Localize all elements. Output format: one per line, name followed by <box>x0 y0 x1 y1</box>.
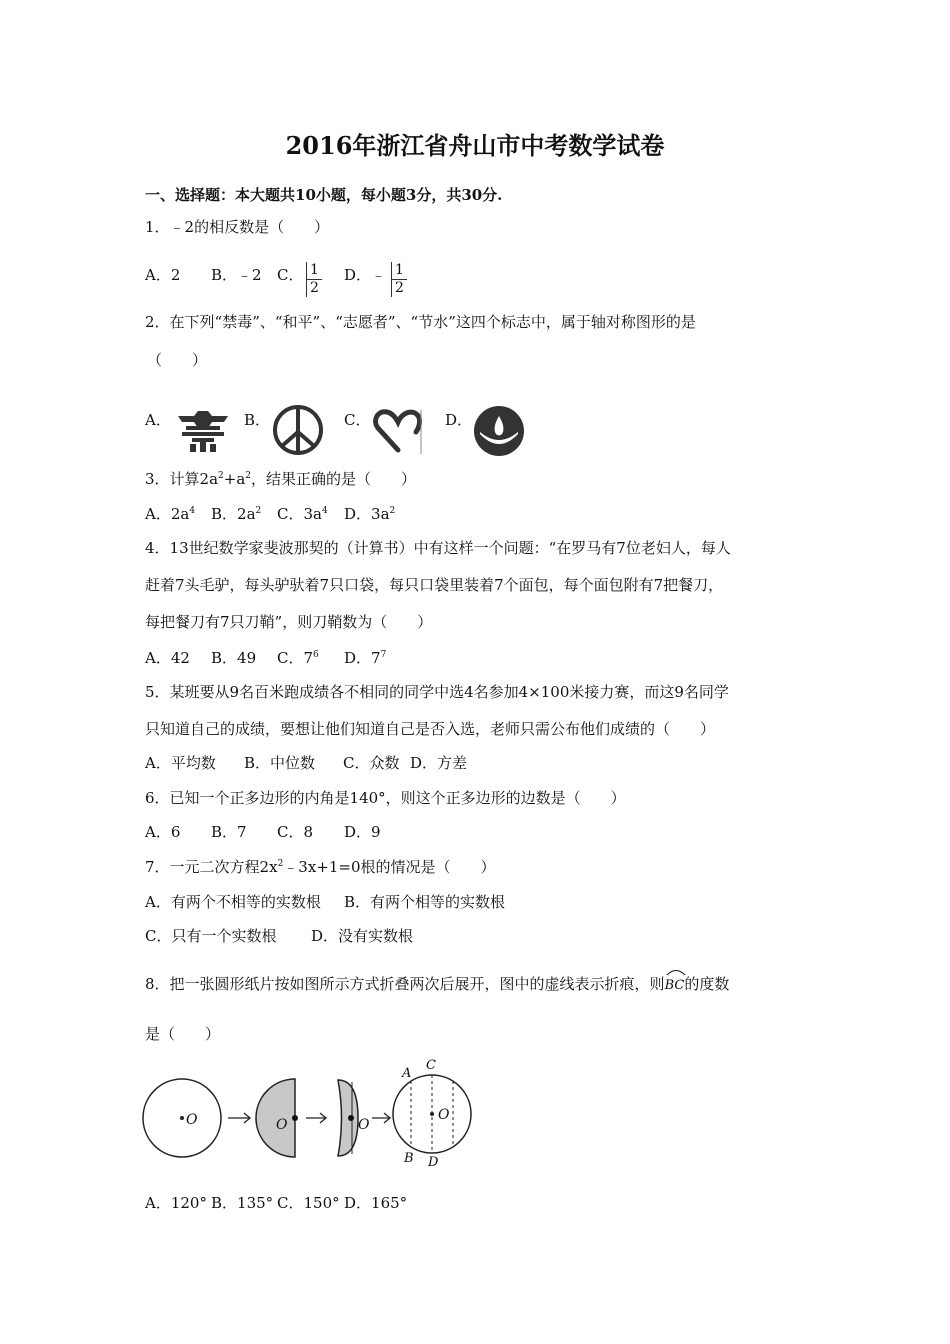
q8-option-c: C．150° <box>277 1194 340 1212</box>
q3-option-d: D．$3a^2$ <box>344 505 396 523</box>
volunteer-heart-icon <box>372 404 424 456</box>
q1-d-fraction <box>391 262 407 297</box>
question-2-stem: 2．在下列“禁毒”、“和平”、“志愿者”、“节水”这四个标志中，属于轴对称图形的是 <box>145 313 696 331</box>
peace-logo-icon <box>272 404 324 456</box>
label-c: C <box>426 1058 436 1073</box>
q7-option-b: B．有两个相等的实数根 <box>344 893 506 911</box>
q4-option-b: B．49 <box>211 649 257 667</box>
arrow-icon <box>228 1113 250 1123</box>
q1-c-fraction <box>306 262 322 297</box>
center-point <box>292 1115 298 1121</box>
q1-option-d: D．﹣ <box>344 266 387 284</box>
label-o-1: O <box>186 1112 198 1128</box>
q4-option-a: A．42 <box>145 649 190 667</box>
q4-option-d: D．$7^7$ <box>344 649 387 667</box>
q8-option-d: D．165° <box>344 1194 408 1212</box>
fraction-denominator: 2 <box>391 279 407 297</box>
page-title: 2016年浙江省舟山市中考数学试卷 <box>285 131 665 160</box>
arrow-icon <box>372 1113 390 1123</box>
label-o-3: O <box>358 1117 370 1133</box>
anti-drug-logo-icon <box>172 404 234 456</box>
q7-option-c: C．只有一个实数根 <box>145 927 277 945</box>
question-7-stem: 7．一元二次方程$2x^2﹣3x+1=0$根的情况是（ ） <box>145 858 496 876</box>
q4-option-c: C．$7^6$ <box>277 649 319 667</box>
q2-option-b: B． <box>244 411 271 429</box>
q2-option-a: A． <box>145 411 171 429</box>
fraction-denominator: 2 <box>306 279 322 297</box>
arc-mark-icon <box>665 968 687 976</box>
question-5-line-1: 5．某班要从9名百米跑成绩各不相同的同学中选4名参加4×100米接力赛，而这9名同学 <box>145 683 729 701</box>
q5-option-b: B．中位数 <box>244 754 316 772</box>
label-d: D <box>428 1155 439 1170</box>
question-3-stem: 3．计算$2a^2+a^2$，结果正确的是（ ） <box>145 470 417 488</box>
question-2-paren: （ ） <box>147 351 208 369</box>
q6-option-d: D．9 <box>344 823 381 841</box>
water-saving-logo-icon <box>472 404 526 458</box>
fraction-numerator: 1 <box>391 262 407 279</box>
section-heading: 一、选择题：本大题共10小题，每小题3分，共30分. <box>145 186 503 204</box>
q7-option-d: D．没有实数根 <box>311 927 414 945</box>
q5-option-d: D．方差 <box>410 754 468 772</box>
fraction-numerator: 1 <box>306 262 322 279</box>
q6-option-b: B．7 <box>211 823 247 841</box>
q3-option-b: B．$2a^2$ <box>211 505 262 523</box>
center-point <box>430 1112 434 1116</box>
q5-option-c: C．众数 <box>343 754 400 772</box>
q6-option-a: A．6 <box>145 823 181 841</box>
q8-option-b: B．135° <box>211 1194 274 1212</box>
question-4-line-3: 每把餐刀有7只刀鞘”，则刀鞘数为（ ） <box>145 613 433 631</box>
q3-option-c: C．$3a^4$ <box>277 505 328 523</box>
center-point <box>180 1116 184 1120</box>
label-a: A <box>402 1066 412 1081</box>
label-o-4: O <box>438 1107 450 1123</box>
q6-option-c: C．8 <box>277 823 314 841</box>
question-4-line-2: 赶着7头毛驴，每头驴驮着7只口袋，每只口袋里装着7个面包，每个面包附有7把餐刀， <box>145 576 724 594</box>
label-b: B <box>404 1151 414 1166</box>
q1-option-b: B．﹣2 <box>211 266 262 284</box>
q1-option-c: C． <box>277 266 304 284</box>
q3-option-a: A．$2a^4$ <box>145 505 196 523</box>
q1-option-a: A．2 <box>145 266 181 284</box>
question-8-line-2: 是（ ） <box>145 1025 221 1043</box>
q8-option-a: A．120° <box>145 1194 207 1212</box>
arc-bc-notation: BC <box>665 975 685 993</box>
question-4-line-1: 4．13世纪数学家斐波那契的（计算书）中有这样一个问题：“在罗马有7位老妇人，每人 <box>145 539 731 557</box>
question-5-line-2: 只知道自己的成绩，要想让他们知道自己是否入选，老师只需公布他们成绩的（ ） <box>145 720 716 738</box>
question-8-stem: 8．把一张圆形纸片按如图所示方式折叠两次后展开，图中的虚线表示折痕，则 BC的度数 <box>145 973 729 994</box>
question-1-stem: 1．﹣2的相反数是（ ） <box>145 218 330 236</box>
label-o-2: O <box>276 1117 288 1133</box>
q7-option-a: A．有两个不相等的实数根 <box>145 893 321 911</box>
center-point <box>348 1115 354 1121</box>
question-6-stem: 6．已知一个正多边形的内角是140°，则这个正多边形的边数是（ ） <box>145 789 626 807</box>
q5-option-a: A．平均数 <box>145 754 216 772</box>
q2-option-c: C． <box>344 411 371 429</box>
arrow-icon <box>306 1113 326 1123</box>
q2-option-d: D． <box>445 411 473 429</box>
